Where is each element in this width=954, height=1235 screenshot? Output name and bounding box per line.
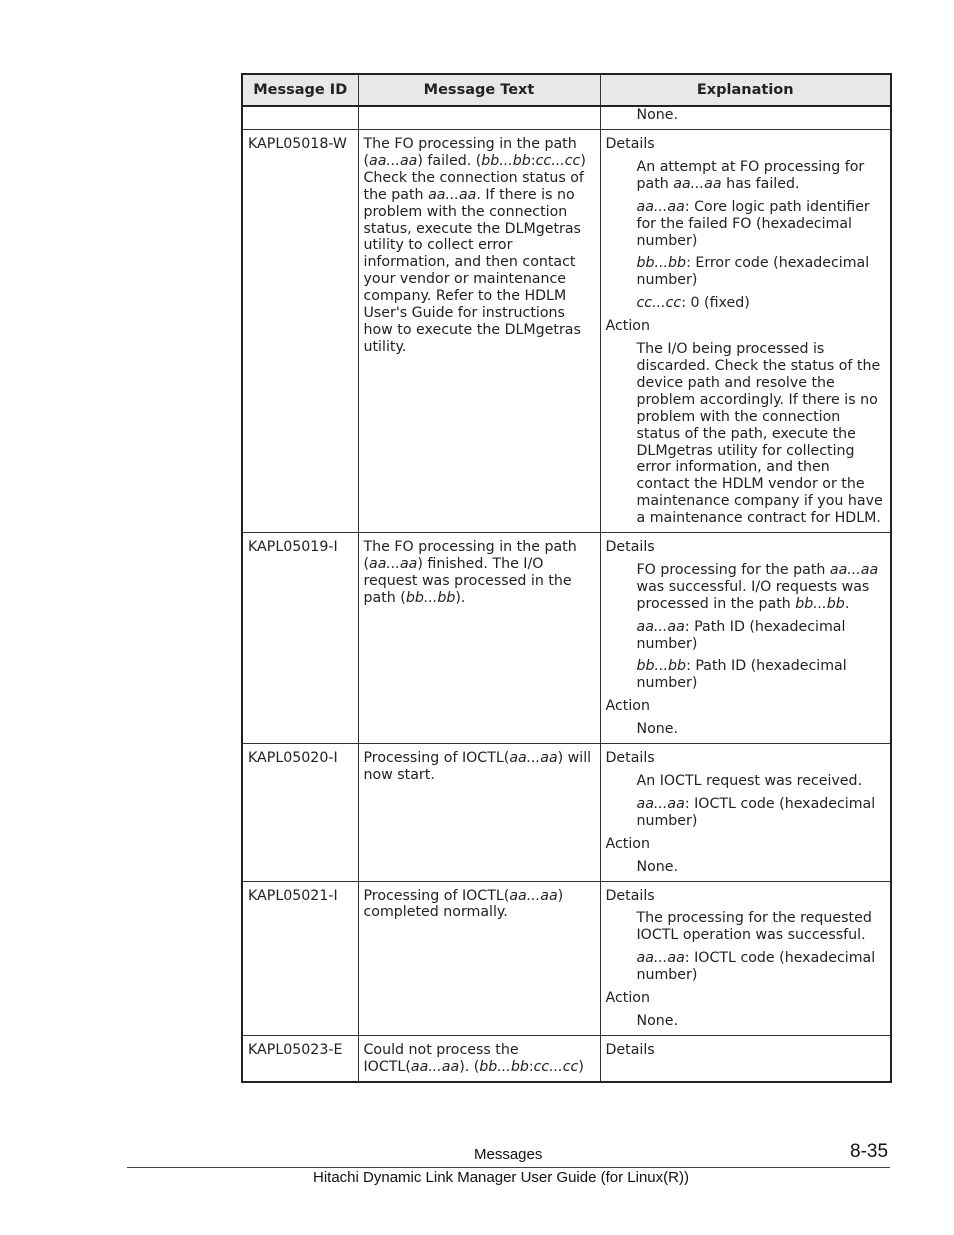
header-message-text: Message Text bbox=[358, 74, 600, 106]
table-row bbox=[242, 533, 891, 744]
explanation-cell bbox=[600, 1035, 891, 1081]
table-row bbox=[242, 130, 891, 533]
table-header-row bbox=[242, 74, 891, 106]
explanation-heading: Action bbox=[605, 318, 650, 335]
explanation-heading: Action bbox=[605, 698, 650, 715]
explanation-heading: Details bbox=[605, 887, 655, 904]
explanation-paragraph: An attempt at FO processing for path aa...aa has failed. bbox=[636, 158, 865, 192]
table-row bbox=[242, 881, 891, 1035]
table-body bbox=[242, 106, 891, 1082]
explanation-paragraph: aa...aa: Core logic path identifier for the failed FO (hexadecimal number) bbox=[636, 198, 870, 249]
explanation-paragraph: bb...bb: Error code (hexadecimal number) bbox=[636, 255, 870, 289]
explanation-paragraph: aa...aa: IOCTL code (hexadecimal number) bbox=[636, 795, 876, 829]
explanation-paragraph: An IOCTL request was received. bbox=[636, 773, 863, 789]
header-message-id: Message ID bbox=[242, 74, 358, 106]
explanation-paragraph: The processing for the requested IOCTL operation was successful. bbox=[636, 910, 872, 944]
explanation-heading: Details bbox=[605, 1041, 655, 1058]
message-text-cell bbox=[358, 106, 600, 130]
footer-book-title: Hitachi Dynamic Link Manager User Guide (for Linux(R)) bbox=[313, 1169, 689, 1186]
footer-divider bbox=[127, 1167, 890, 1168]
explanation-paragraph: None. bbox=[636, 1012, 679, 1029]
explanation-paragraph: None. bbox=[636, 858, 679, 875]
table-row bbox=[242, 106, 891, 130]
messages-table bbox=[241, 73, 892, 1083]
message-text-cell: Processing of IOCTL(aa...aa) will now start. bbox=[358, 744, 600, 881]
explanation-heading: Details bbox=[605, 539, 655, 556]
message-text-cell: The FO processing in the path (aa...aa) finished. The I/O request was processed in the path (bb...bb). bbox=[358, 533, 600, 744]
message-id-cell: KAPL05023-E bbox=[242, 1035, 358, 1081]
explanation-heading: Details bbox=[605, 750, 655, 767]
explanation-paragraph: bb...bb: Path ID (hexadecimal number) bbox=[636, 658, 847, 692]
explanation-heading: Action bbox=[605, 835, 650, 852]
explanation-cell bbox=[600, 881, 891, 1035]
explanation-paragraph: aa...aa: IOCTL code (hexadecimal number) bbox=[636, 950, 876, 984]
explanation-paragraph: None. bbox=[636, 721, 679, 738]
explanation-cell bbox=[600, 130, 891, 533]
explanation-cell bbox=[600, 533, 891, 744]
table-row bbox=[242, 744, 891, 881]
explanation-paragraph: The I/O being processed is discarded. Check the status of the device path and resolve the problem accordingly. If there is no problem with the connection status of the path, execute the DLMgetras utility for collecting error information, and then contact the HDLM vendor or the maintenance company if you have a maintenance contract for HDLM. bbox=[636, 341, 883, 527]
page-number: 8-35 bbox=[850, 1141, 889, 1162]
table-row bbox=[242, 1035, 891, 1081]
explanation-heading: Details bbox=[605, 136, 655, 152]
explanation-paragraph: aa...aa: Path ID (hexadecimal number) bbox=[636, 618, 846, 652]
explanation-cell bbox=[600, 744, 891, 881]
message-id-cell bbox=[242, 106, 358, 130]
message-id-cell: KAPL05018-W bbox=[242, 130, 358, 533]
message-id-cell: KAPL05019-I bbox=[242, 533, 358, 744]
explanation-paragraph: None. bbox=[636, 107, 679, 123]
message-text-cell: The FO processing in the path (aa...aa) failed. (bb...bb:cc...cc) Check the connection status of the path aa...aa. If there is no problem with the connection status, execute the DLMgetras utility to collect error information, and then contact your vendor or maintenance company. Refer to the HDLM User's Guide for instructions how to execute the DLMgetras utility. bbox=[358, 130, 600, 533]
explanation-paragraph: cc...cc: 0 (fixed) bbox=[636, 295, 750, 312]
message-text-cell: Could not process the IOCTL(aa...aa). (bb...bb:cc...cc) bbox=[358, 1035, 600, 1081]
header-explanation: Explanation bbox=[600, 74, 891, 106]
message-id-cell: KAPL05020-I bbox=[242, 744, 358, 881]
message-text-cell: Processing of IOCTL(aa...aa) completed normally. bbox=[358, 881, 600, 1035]
explanation-paragraph: FO processing for the path aa...aa was successful. I/O requests was processed in the path bb...bb. bbox=[636, 561, 879, 612]
explanation-cell bbox=[600, 106, 891, 130]
footer-section-title: Messages bbox=[474, 1146, 543, 1163]
explanation-heading: Action bbox=[605, 990, 650, 1007]
message-id-cell: KAPL05021-I bbox=[242, 881, 358, 1035]
